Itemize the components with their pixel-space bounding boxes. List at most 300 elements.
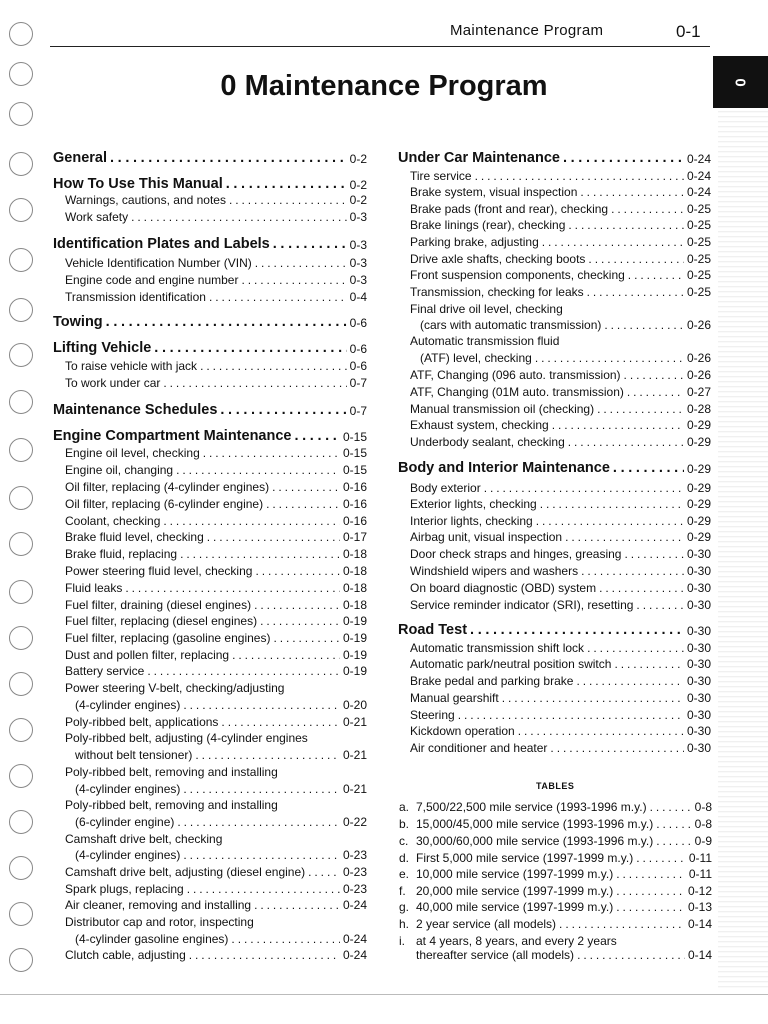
toc-entry	[410, 218, 711, 232]
table-list-item	[399, 800, 712, 814]
dot-leader	[203, 446, 340, 460]
toc-entry-page: 0-6	[349, 342, 367, 356]
toc-entry-label: Automatic park/neutral position switch	[410, 657, 612, 671]
toc-entry-text: Poly-ribbed belt, removing and installing	[65, 765, 278, 779]
toc-entry-label: Oil filter, replacing (4-cylinder engines)	[65, 480, 270, 494]
toc-entry-page: 0-26	[686, 351, 711, 365]
toc-entry-page: 0-2	[349, 178, 367, 192]
table-page: 0-13	[687, 900, 712, 914]
toc-entry-page: 0-25	[686, 235, 711, 249]
table-list-item	[399, 884, 712, 898]
toc-section-entry	[53, 340, 367, 356]
toc-entry-label: Body exterior	[410, 481, 481, 495]
toc-entry-page: 0-24	[342, 898, 367, 912]
toc-entry	[410, 657, 711, 671]
dot-leader	[195, 748, 340, 762]
toc-entry-page: 0-27	[686, 385, 711, 399]
toc-section-entry	[53, 428, 367, 444]
toc-entry	[410, 564, 711, 578]
dot-leader	[241, 273, 346, 287]
toc-entry	[65, 598, 367, 612]
toc-entry	[410, 598, 711, 612]
dot-leader	[183, 848, 340, 862]
toc-entry	[65, 256, 367, 270]
table-page: 0-8	[694, 817, 712, 831]
toc-section-entry	[398, 150, 711, 166]
table-key: d.	[399, 851, 410, 865]
toc-entry-label: How To Use This Manual	[53, 176, 223, 192]
toc-entry-label: Fluid leaks	[65, 581, 123, 595]
toc-entry-page: 0-3	[349, 210, 367, 224]
toc-entry	[65, 547, 367, 561]
table-list-item	[399, 934, 712, 948]
toc-entry-page: 0-3	[349, 238, 367, 252]
dot-leader	[502, 691, 684, 705]
table-key: g.	[399, 900, 410, 914]
toc-entry-page: 0-2	[349, 193, 367, 207]
toc-entry-label: Transmission identification	[65, 290, 206, 304]
toc-entry-label: Manual gearshift	[410, 691, 499, 705]
toc-section-entry	[53, 150, 367, 166]
toc-entry-label: Road Test	[398, 622, 468, 638]
dot-leader	[255, 564, 340, 578]
toc-entry-label: Service reminder indicator (SRI), resetting	[410, 598, 634, 612]
running-header-title: Maintenance Program	[450, 22, 604, 39]
toc-entry	[410, 691, 711, 705]
toc-entry-label: (4-cylinder engines)	[75, 782, 181, 796]
toc-entry-page: 0-25	[686, 268, 711, 282]
table-label: 7,500/22,500 mile service (1993-1996 m.y.)	[416, 800, 647, 814]
toc-entry-page: 0-16	[342, 480, 367, 494]
dot-leader	[458, 708, 684, 722]
toc-entry-label: Engine oil, changing	[65, 463, 174, 477]
dot-leader	[131, 210, 347, 224]
toc-entry-label: Air cleaner, removing and installing	[65, 898, 252, 912]
toc-entry-label: Power steering fluid level, checking	[65, 564, 253, 578]
dot-leader	[273, 236, 347, 252]
toc-entry-page: 0-29	[686, 514, 711, 528]
table-label: 2 year service (all models)	[416, 917, 557, 931]
table-list-item	[399, 867, 712, 881]
toc-entry	[65, 631, 367, 645]
toc-entry-label: Brake fluid, replacing	[65, 547, 178, 561]
toc-entry-page: 0-22	[342, 815, 367, 829]
toc-entry-page: 0-24	[342, 948, 367, 962]
toc-section-entry	[398, 622, 711, 638]
dot-leader	[273, 631, 340, 645]
toc-entry	[410, 641, 711, 655]
toc-entry-page: 0-15	[342, 446, 367, 460]
toc-entry-label: Engine Compartment Maintenance	[53, 428, 292, 444]
toc-entry-page: 0-30	[686, 641, 711, 655]
toc-entry	[65, 514, 367, 528]
toc-entry-page: 0-18	[342, 564, 367, 578]
toc-entry-page: 0-24	[686, 169, 711, 183]
toc-entry	[420, 351, 711, 365]
table-list-item	[399, 817, 712, 831]
toc-entry-label: Oil filter, replacing (6-cylinder engine)	[65, 497, 264, 511]
dot-leader	[577, 948, 685, 962]
toc-entry-label: Clutch cable, adjusting	[65, 948, 186, 962]
dot-leader	[183, 698, 340, 712]
toc-entry-label: Battery service	[65, 664, 145, 678]
table-label: 15,000/45,000 mile service (1993-1996 m.y.)	[416, 817, 654, 831]
dot-leader	[260, 614, 340, 628]
toc-entry-label: (4-cylinder engines)	[75, 698, 181, 712]
dot-leader	[163, 514, 340, 528]
dot-leader	[207, 530, 340, 544]
toc-entry-page: 0-30	[686, 741, 711, 755]
dot-leader	[552, 418, 684, 432]
toc-entry	[65, 193, 367, 207]
toc-entry-page: 0-26	[686, 368, 711, 382]
toc-entry-label: Kickdown operation	[410, 724, 515, 738]
toc-entry-label: Door check straps and hinges, greasing	[410, 547, 622, 561]
dot-leader	[542, 235, 684, 249]
toc-entry-label: Manual transmission oil (checking)	[410, 402, 595, 416]
toc-entry-label: General	[53, 150, 107, 166]
table-page: 0-11	[688, 851, 712, 865]
dot-leader	[636, 851, 686, 865]
toc-entry-text: Camshaft drive belt, checking	[65, 832, 223, 846]
toc-entry	[410, 252, 711, 266]
footer-rule	[0, 994, 768, 995]
dot-leader	[613, 460, 684, 476]
dot-leader	[254, 898, 340, 912]
toc-entry	[410, 435, 711, 449]
dot-leader	[616, 884, 685, 898]
toc-entry-label: Interior lights, checking	[410, 514, 533, 528]
toc-entry-label: On board diagnostic (OBD) system	[410, 581, 597, 595]
toc-entry-page: 0-3	[349, 256, 367, 270]
dot-leader	[568, 218, 684, 232]
chapter-tab-label: 0	[732, 77, 749, 87]
dot-leader	[581, 564, 684, 578]
toc-entry	[410, 547, 711, 561]
toc-entry	[65, 664, 367, 678]
toc-entry-page: 0-23	[342, 848, 367, 862]
toc-entry-page: 0-19	[342, 614, 367, 628]
dot-leader	[125, 581, 340, 595]
toc-entry	[75, 932, 367, 946]
toc-entry-page: 0-6	[349, 316, 367, 330]
toc-entry-page: 0-18	[342, 581, 367, 595]
dot-leader	[308, 865, 340, 879]
toc-section-entry	[53, 314, 367, 330]
toc-entry-page: 0-2	[349, 152, 367, 166]
page-number: 0-1	[676, 22, 701, 41]
dot-leader	[588, 252, 684, 266]
toc-entry-text: Poly-ribbed belt, removing and installing	[65, 798, 278, 812]
toc-entry-label: Brake pedal and parking brake	[410, 674, 574, 688]
toc-entry	[75, 748, 367, 762]
toc-entry-page: 0-29	[686, 462, 711, 476]
toc-entry-label: Airbag unit, visual inspection	[410, 530, 563, 544]
table-label: 20,000 mile service (1997-1999 m.y.)	[416, 884, 614, 898]
toc-entry-label: Brake linings (rear), checking	[410, 218, 566, 232]
table-page: 0-12	[687, 884, 712, 898]
toc-entry	[410, 202, 711, 216]
toc-entry	[65, 210, 367, 224]
toc-entry-label: Transmission, checking for leaks	[410, 285, 584, 299]
table-page: 0-9	[694, 834, 712, 848]
toc-entry	[65, 376, 367, 390]
dot-leader	[232, 648, 340, 662]
toc-entry	[410, 514, 711, 528]
toc-entry-label: Under Car Maintenance	[398, 150, 560, 166]
toc-entry	[65, 273, 367, 287]
tables-heading: TABLES	[536, 781, 575, 791]
toc-entry-label: Parking brake, adjusting	[410, 235, 539, 249]
dot-leader	[587, 641, 684, 655]
table-list-item	[399, 834, 712, 848]
toc-entry-page: 0-17	[342, 530, 367, 544]
dot-leader	[597, 402, 684, 416]
dot-leader	[627, 385, 684, 399]
toc-entry-label: Brake pads (front and rear), checking	[410, 202, 609, 216]
toc-entry-label: Brake fluid level, checking	[65, 530, 204, 544]
dot-leader	[628, 268, 684, 282]
toc-entry-page: 0-30	[686, 691, 711, 705]
toc-entry	[410, 724, 711, 738]
dot-leader	[518, 724, 684, 738]
toc-entry-label: Dust and pollen filter, replacing	[65, 648, 230, 662]
toc-entry-page: 0-30	[686, 564, 711, 578]
toc-entry-page: 0-30	[686, 674, 711, 688]
toc-entry-page: 0-23	[342, 865, 367, 879]
toc-entry-text: Distributor cap and rotor, inspecting	[65, 915, 254, 929]
toc-entry-label: Lifting Vehicle	[53, 340, 152, 356]
toc-entry-label: Fuel filter, replacing (diesel engines)	[65, 614, 258, 628]
toc-entry-page: 0-20	[342, 698, 367, 712]
dot-leader	[255, 256, 347, 270]
toc-entry-page: 0-30	[686, 724, 711, 738]
dot-leader	[565, 530, 684, 544]
dot-leader	[535, 351, 684, 365]
toc-entry-label: (4-cylinder engines)	[75, 848, 181, 862]
dot-leader	[147, 664, 340, 678]
toc-entry-label: Exhaust system, checking	[410, 418, 549, 432]
table-label: at 4 years, 8 years, and every 2 years	[416, 934, 617, 948]
toc-entry-label: Vehicle Identification Number (VIN)	[65, 256, 252, 270]
toc-entry-page: 0-29	[686, 418, 711, 432]
table-label: 10,000 mile service (1997-1999 m.y.)	[416, 867, 614, 881]
toc-entry	[65, 614, 367, 628]
toc-entry	[65, 581, 367, 595]
toc-entry-page: 0-16	[342, 497, 367, 511]
toc-entry-text: Automatic transmission fluid	[410, 334, 560, 348]
toc-entry	[75, 815, 367, 829]
toc-entry	[410, 708, 711, 722]
toc-entry	[410, 741, 711, 755]
dot-leader	[180, 547, 340, 561]
page-edge-tabs	[718, 108, 768, 988]
toc-entry-page: 0-7	[349, 404, 367, 418]
toc-entry-label: Engine oil level, checking	[65, 446, 200, 460]
toc-entry-page: 0-24	[686, 185, 711, 199]
toc-entry-page: 0-24	[342, 932, 367, 946]
toc-entry-page: 0-21	[342, 748, 367, 762]
toc-entry	[75, 698, 367, 712]
dot-leader	[177, 815, 340, 829]
toc-entry-label: Maintenance Schedules	[53, 402, 218, 418]
toc-entry	[65, 463, 367, 477]
toc-entry	[410, 368, 711, 382]
toc-entry-page: 0-26	[686, 318, 711, 332]
toc-entry-page: 0-30	[686, 598, 711, 612]
dot-leader	[221, 715, 340, 729]
toc-entry-page: 0-29	[686, 530, 711, 544]
table-page: 0-11	[688, 867, 712, 881]
toc-entry-page: 0-18	[342, 547, 367, 561]
table-key: f.	[399, 884, 406, 898]
table-key: b.	[399, 817, 410, 831]
dot-leader	[110, 150, 347, 166]
toc-entry-label: Drive axle shafts, checking boots	[410, 252, 586, 266]
table-key: c.	[399, 834, 409, 848]
toc-entry-page: 0-24	[686, 152, 711, 166]
toc-entry	[410, 497, 711, 511]
table-label: thereafter service (all models)	[416, 948, 575, 962]
table-list-item	[399, 851, 712, 865]
toc-entry-page: 0-25	[686, 202, 711, 216]
toc-entry-page: 0-25	[686, 252, 711, 266]
toc-entry-page: 0-15	[342, 430, 367, 444]
toc-entry	[410, 481, 711, 495]
dot-leader	[266, 497, 340, 511]
table-key: e.	[399, 867, 410, 881]
toc-entry-label: without belt tensioner)	[75, 748, 193, 762]
toc-entry-label: Camshaft drive belt, adjusting (diesel engine)	[65, 865, 306, 879]
toc-entry	[65, 898, 367, 912]
dot-leader	[559, 917, 685, 931]
dot-leader	[231, 932, 340, 946]
dot-leader	[154, 340, 346, 356]
table-key: h.	[399, 917, 410, 931]
toc-entry	[65, 948, 367, 962]
toc-entry-page: 0-21	[342, 782, 367, 796]
toc-entry-page: 0-29	[686, 481, 711, 495]
dot-leader	[272, 480, 340, 494]
toc-entry	[410, 581, 711, 595]
toc-entry-label: Poly-ribbed belt, applications	[65, 715, 219, 729]
toc-entry-page: 0-25	[686, 285, 711, 299]
table-label: 30,000/60,000 mile service (1993-1996 m.y.)	[416, 834, 654, 848]
toc-entry	[410, 185, 711, 199]
toc-entry-page: 0-29	[686, 435, 711, 449]
toc-entry	[410, 285, 711, 299]
dot-leader	[294, 428, 339, 444]
table-label: 40,000 mile service (1997-1999 m.y.)	[416, 900, 614, 914]
dot-leader	[563, 150, 684, 166]
dot-leader	[229, 193, 347, 207]
dot-leader	[200, 359, 347, 373]
toc-entry-label: Warnings, cautions, and notes	[65, 193, 226, 207]
dot-leader	[604, 318, 684, 332]
toc-entry-page: 0-19	[342, 664, 367, 678]
dot-leader	[650, 800, 692, 814]
dot-leader	[616, 867, 686, 881]
dot-leader	[550, 741, 684, 755]
dot-leader	[580, 185, 684, 199]
dot-leader	[568, 435, 684, 449]
toc-entry-page: 0-19	[342, 648, 367, 662]
table-key: a.	[399, 800, 410, 814]
toc-entry-page: 0-29	[686, 497, 711, 511]
dot-leader	[576, 674, 684, 688]
toc-entry-label: To work under car	[65, 376, 161, 390]
toc-entry-label: Tire service	[410, 169, 472, 183]
toc-entry	[410, 530, 711, 544]
toc-entry-text: Power steering V-belt, checking/adjusting	[65, 681, 285, 695]
toc-entry-label: Towing	[53, 314, 103, 330]
toc-entry-page: 0-18	[342, 598, 367, 612]
dot-leader	[611, 202, 684, 216]
toc-entry-page: 0-16	[342, 514, 367, 528]
toc-entry-label: Steering	[410, 708, 455, 722]
toc-entry	[65, 290, 367, 304]
toc-entry-label: Coolant, checking	[65, 514, 161, 528]
toc-entry-page: 0-25	[686, 218, 711, 232]
page-title: 0 Maintenance Program	[220, 70, 548, 102]
toc-entry	[75, 782, 367, 796]
toc-entry	[410, 418, 711, 432]
toc-entry	[410, 169, 711, 183]
toc-entry-label: Windshield wipers and washers	[410, 564, 579, 578]
toc-section-entry	[53, 402, 367, 418]
toc-entry-label: Fuel filter, replacing (gasoline engines)	[65, 631, 271, 645]
toc-entry-text: Final drive oil level, checking	[410, 302, 563, 316]
table-page: 0-14	[687, 917, 712, 931]
dot-leader	[189, 948, 340, 962]
toc-entry-page: 0-30	[686, 581, 711, 595]
toc-section-entry	[398, 460, 711, 476]
toc-entry-label: Brake system, visual inspection	[410, 185, 578, 199]
toc-entry-page: 0-23	[342, 882, 367, 896]
toc-entry-label: (4-cylinder gasoline engines)	[75, 932, 229, 946]
table-key: i.	[399, 934, 405, 948]
toc-entry-label: Exterior lights, checking	[410, 497, 537, 511]
toc-entry-page: 0-30	[686, 657, 711, 671]
toc-entry	[410, 268, 711, 282]
toc-entry	[65, 446, 367, 460]
toc-entry-text: Poly-ribbed belt, adjusting (4-cylinder engines	[65, 731, 308, 745]
toc-entry-label: Front suspension components, checking	[410, 268, 625, 282]
toc-entry-label: Work safety	[65, 210, 129, 224]
toc-entry-page: 0-19	[342, 631, 367, 645]
dot-leader	[220, 402, 346, 418]
toc-entry	[65, 715, 367, 729]
dot-leader	[209, 290, 347, 304]
toc-entry-label: Spark plugs, replacing	[65, 882, 184, 896]
toc-entry-label: (ATF) level, checking	[420, 351, 532, 365]
toc-section-entry	[53, 236, 367, 252]
toc-entry-label: Air conditioner and heater	[410, 741, 548, 755]
toc-entry	[410, 385, 711, 399]
toc-entry-label: To raise vehicle with jack	[65, 359, 198, 373]
toc-entry-page: 0-15	[342, 463, 367, 477]
toc-section-entry	[53, 176, 367, 192]
toc-entry-label: ATF, Changing (096 auto. transmission)	[410, 368, 621, 382]
toc-entry	[65, 865, 367, 879]
toc-entry-label: Underbody sealant, checking	[410, 435, 565, 449]
dot-leader	[176, 463, 340, 477]
dot-leader	[540, 497, 684, 511]
dot-leader	[163, 376, 346, 390]
toc-entry	[410, 235, 711, 249]
toc-entry-page: 0-28	[686, 402, 711, 416]
header-rule	[50, 46, 710, 47]
